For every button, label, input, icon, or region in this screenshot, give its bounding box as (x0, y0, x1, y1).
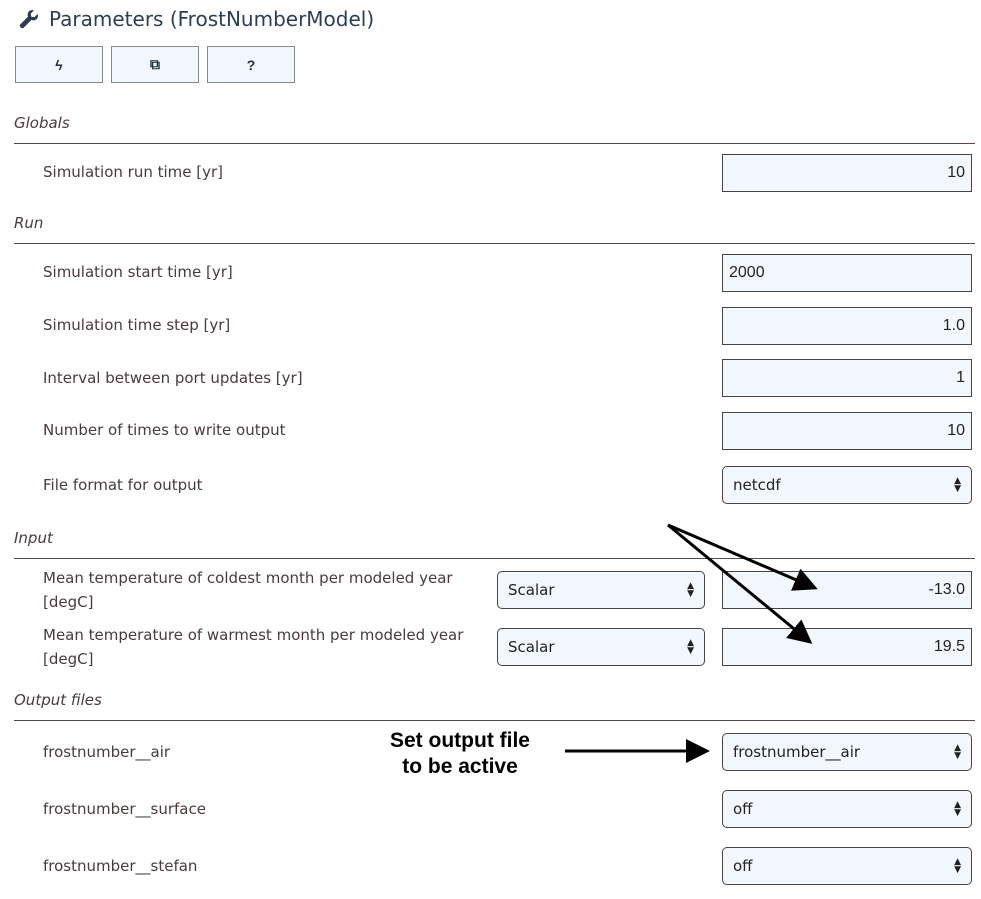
arrow-to-cold-field (668, 525, 815, 588)
select-arrows-icon: ▲ ▼ (687, 638, 694, 656)
t-cold-label: Mean temperature of coldest month per modeled year [degC] (43, 569, 453, 611)
t-cold-type-value: Scalar (508, 581, 555, 599)
t-warm-type-value: Scalar (508, 638, 555, 656)
section-title-run: Run (14, 214, 44, 232)
out-stefan-value: off (733, 857, 753, 875)
num-writes-label: Number of times to write output (43, 421, 286, 439)
out-stefan-label: frostnumber__stefan (43, 857, 198, 875)
question-icon: ? (246, 56, 256, 73)
section-title-output: Output files (14, 691, 102, 709)
time-step-value: 1.0 (942, 317, 965, 334)
select-arrows-icon: ▲ ▼ (954, 476, 961, 494)
external-link-icon: ⧉ (150, 56, 160, 72)
arrow-to-warm-field (668, 525, 810, 642)
out-air-label: frostnumber__air (43, 743, 171, 761)
t-warm-value: 19.5 (933, 638, 965, 655)
file-format-value: netcdf (733, 476, 781, 494)
annotation-line-1: Set output file (390, 729, 530, 752)
select-arrows-icon: ▲ ▼ (687, 581, 694, 599)
section-title-globals: Globals (14, 114, 70, 132)
out-surface-label: frostnumber__surface (43, 800, 206, 818)
port-interval-value: 1 (956, 369, 965, 386)
select-arrows-icon: ▲ ▼ (954, 743, 961, 761)
page-title: Parameters (FrostNumberModel) (49, 7, 375, 31)
out-air-value: frostnumber__air (733, 743, 861, 761)
file-format-label: File format for output (43, 476, 203, 494)
run-time-value: 10 (947, 164, 965, 181)
select-arrows-icon: ▲ ▼ (954, 857, 961, 875)
select-arrows-icon: ▲ ▼ (954, 800, 961, 818)
start-time-label: Simulation start time [yr] (43, 263, 233, 281)
annotation-line-2: to be active (402, 755, 518, 778)
time-step-label: Simulation time step [yr] (43, 316, 231, 334)
section-title-input: Input (14, 529, 53, 547)
out-surface-value: off (733, 800, 753, 818)
run-time-label: Simulation run time [yr] (43, 163, 224, 181)
t-warm-label: Mean temperature of warmest month per modeled year [degC] (43, 626, 464, 668)
bolt-icon: ϟ (55, 56, 63, 73)
port-interval-label: Interval between port updates [yr] (43, 369, 303, 387)
start-time-value: 2000 (729, 264, 765, 281)
t-cold-value: -13.0 (928, 581, 965, 598)
num-writes-value: 10 (947, 422, 965, 439)
